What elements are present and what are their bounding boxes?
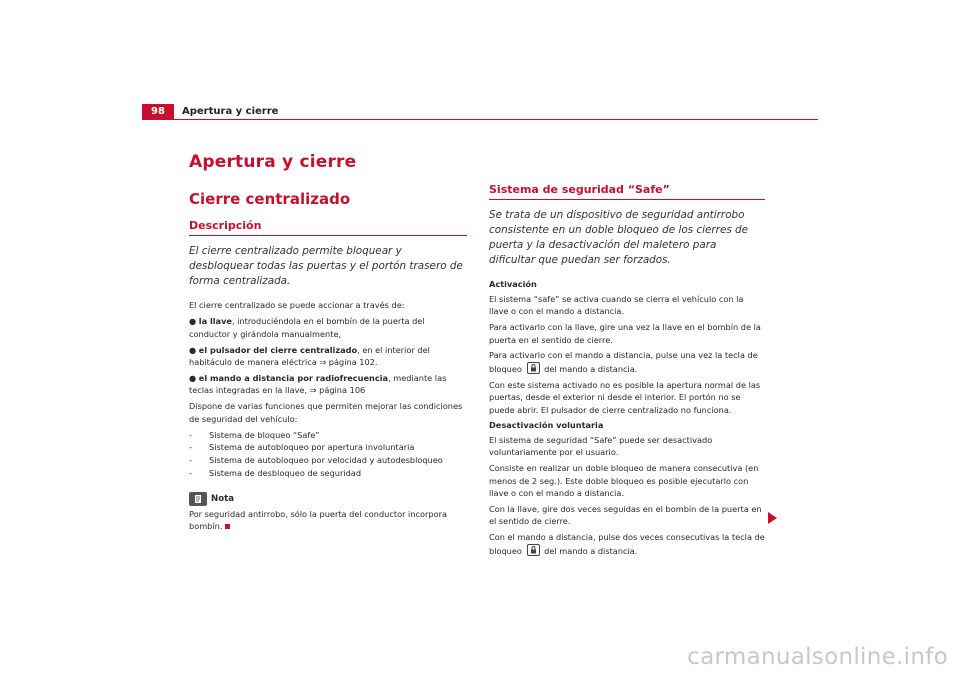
deactivation-p4: Con el mando a distancia, pulse dos veces consecutivas la tecla de bloqueo del mando a distancia. bbox=[489, 532, 765, 556]
activation-p1: El sistema “safe” se activa cuando se cierra el vehículo con la llave o con el mando a distancia. bbox=[489, 293, 744, 317]
left-heading: Descripción bbox=[189, 220, 467, 236]
dash-item: - Sistema de bloqueo “Safe” bbox=[189, 429, 320, 440]
right-column bbox=[489, 184, 765, 561]
bullet-item: ● el pulsador del cierre centralizado, en el interior del habitáculo de manera eléctrica ⇒ página 102. bbox=[189, 344, 430, 368]
functions-text: Dispone de varias funciones que permiten mejorar las condiciones de seguridad del vehículo: bbox=[189, 401, 463, 424]
activation-title: Activación bbox=[489, 279, 537, 290]
bullet-item: ● el mando a distancia por radiofrecuencia, mediante las teclas integradas en la llave, ⇒ página 106 bbox=[189, 372, 447, 396]
lock-key-icon bbox=[527, 362, 540, 374]
bullet-item: ● la llave, introduciéndola en el bombín de la puerta del conductor y girándola manualmente, bbox=[189, 316, 425, 339]
lock-key-icon bbox=[527, 544, 540, 556]
activation-p4: Con este sistema activado no es posible la apertura normal de las puertas, desde el exterior ni desde el interior. El portón no se puede abrir. El pulsador de cierre centralizado no funciona. bbox=[489, 379, 761, 415]
deactivation-p2: Consiste en realizar un doble bloqueo de manera consecutiva (en menos de 2 seg.). Este doble bloqueo es posible ejecutarlo con llave o con el mando a distancia. bbox=[489, 463, 759, 498]
left-lead: El cierre centralizado permite bloquear y desbloquear todas las puertas y el portón trasero de forma centralizada. bbox=[189, 245, 463, 288]
running-title: Apertura y cierre bbox=[182, 106, 279, 117]
header-rule bbox=[142, 119, 818, 120]
end-of-section-icon bbox=[225, 524, 230, 529]
page-title: Apertura y cierre bbox=[189, 152, 357, 172]
note-box bbox=[189, 492, 467, 533]
page-number: 98 bbox=[142, 104, 174, 120]
section-title: Cierre centralizado bbox=[189, 190, 351, 208]
right-heading: Sistema de seguridad “Safe” bbox=[489, 184, 765, 200]
dash-item: - Sistema de autobloqueo por velocidad y autodesbloqueo bbox=[189, 455, 443, 466]
deactivation-title: Desactivación voluntaria bbox=[489, 420, 604, 431]
left-column bbox=[189, 220, 467, 536]
intro-text: El cierre centralizado se puede accionar a través de: bbox=[189, 300, 405, 311]
continue-arrow-icon bbox=[768, 512, 777, 524]
dash-item: - Sistema de autobloqueo por apertura involuntaria bbox=[189, 442, 415, 453]
note-title: Nota bbox=[211, 494, 235, 505]
note-text: Por seguridad antirrobo, sólo la puerta del conductor incorpora bombín. bbox=[189, 508, 447, 532]
deactivation-p1: El sistema de seguridad “Safe” puede ser desactivado voluntariamente por el usuario. bbox=[489, 434, 713, 458]
note-icon bbox=[189, 492, 207, 506]
activation-p3: Para activarlo con el mando a distancia, pulse una vez la tecla de bloqueo del mando a distancia. bbox=[489, 350, 758, 374]
activation-p2: Para activarlo con la llave, gire una vez la llave en el bombín de la puerta en el sentido de cierre. bbox=[489, 322, 761, 345]
dash-item: - Sistema de desbloqueo de seguridad bbox=[189, 468, 362, 479]
right-lead: Se trata de un dispositivo de seguridad antirrobo consistente en un doble bloqueo de los cierres de puerta y la desactivación del maletero para dificultar que puedan ser forzados. bbox=[489, 209, 749, 267]
deactivation-p3: Con la llave, gire dos veces seguidas en el bombín de la puerta en el sentido de cierre. bbox=[489, 503, 762, 527]
watermark: carmanualsonline.info bbox=[687, 644, 948, 670]
